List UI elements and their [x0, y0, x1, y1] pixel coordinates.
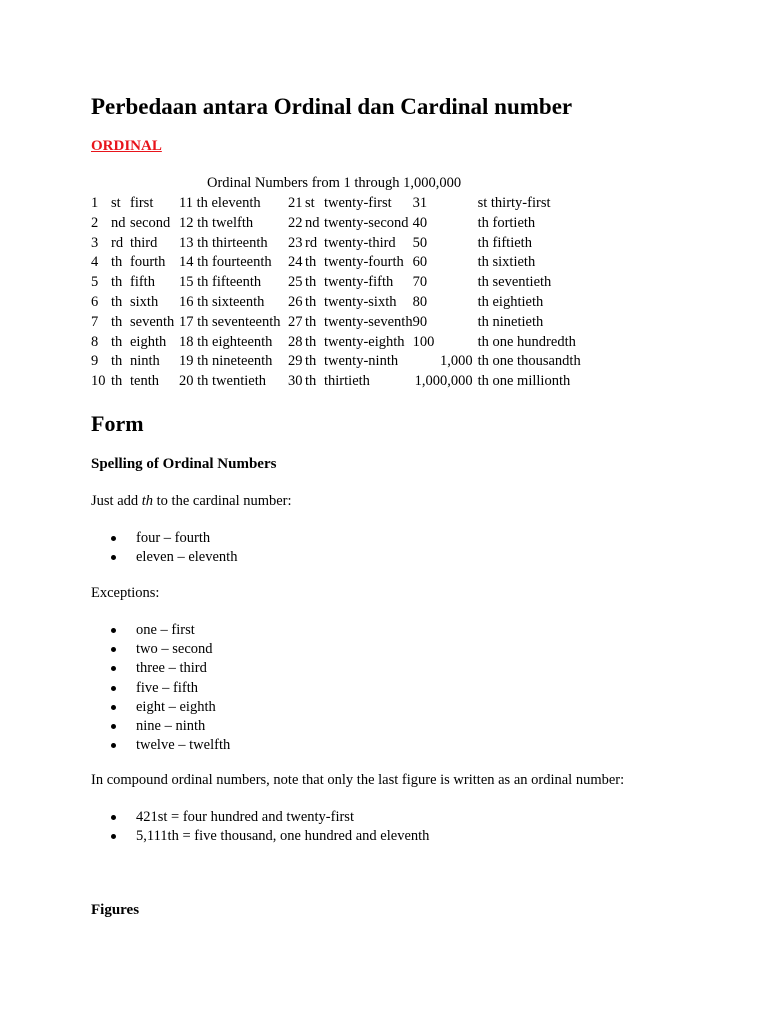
just-add-before: Just add — [91, 493, 142, 509]
list-item-text: eleven – eleventh — [136, 549, 238, 566]
table-cell-suffix: th — [305, 293, 317, 310]
list-item-text: eight – eighth — [136, 698, 216, 715]
table-row — [91, 333, 598, 353]
table-cell-word: twenty-first — [324, 195, 392, 211]
table-cell-suffix: th — [111, 333, 123, 350]
table-cell-group-2: 15 th fifteenth — [179, 274, 262, 291]
list-item-text: twelve – twelfth — [136, 737, 231, 754]
table-cell-group-2: 19 th nineteenth — [179, 353, 273, 370]
list-item-text: nine – ninth — [136, 717, 206, 734]
table-cell-word: tenth — [130, 373, 159, 390]
table-row — [91, 273, 598, 293]
table-cell-number: 100 — [412, 333, 435, 350]
table-cell-suffix: rd — [305, 234, 318, 251]
table-cell-suffix: th — [305, 274, 317, 291]
table-cell-word: eighth — [130, 333, 167, 350]
table-cell-suffix: th — [305, 313, 317, 330]
table-cell-group-2: 20 th twentieth — [179, 373, 266, 390]
table-cell-number: 4 — [91, 254, 99, 271]
table-cell-number: 6 — [91, 293, 99, 310]
table-cell-suffix: th — [111, 313, 123, 330]
table-cell-number: 27 — [288, 313, 303, 330]
ordinal-heading: ORDINAL — [91, 138, 162, 154]
table-cell-number: 21 — [288, 195, 303, 211]
table-cell-word: fourth — [130, 254, 166, 271]
list-item — [91, 827, 429, 846]
table-cell-group-2: 13 th thirteenth — [179, 234, 268, 251]
table-cell-number: 1,000 — [439, 353, 473, 370]
table-cell-number: 23 — [288, 234, 303, 251]
table-cell-group-2: 11 th eleventh — [179, 195, 261, 211]
table-cell-word: seventh — [130, 313, 175, 330]
table-row — [91, 234, 598, 254]
table-cell-suffix: st — [111, 195, 121, 211]
table-cell-group-2: 17 th seventeenth — [179, 313, 281, 330]
spelling-heading: Spelling of Ordinal Numbers — [91, 456, 277, 472]
table-cell-word: second — [130, 214, 171, 231]
table-row — [91, 214, 598, 234]
table-cell-number: 80 — [412, 293, 428, 310]
table-row — [91, 253, 598, 273]
table-cell-number: 31 — [412, 195, 428, 211]
bullet-icon — [111, 834, 116, 839]
list-item — [91, 679, 230, 698]
table-cell-group-2: 18 th eighteenth — [179, 333, 273, 350]
table-cell-suffix: st — [305, 195, 315, 211]
table-cell-ordinal: th fiftieth — [477, 234, 532, 251]
bullet-icon — [111, 724, 116, 729]
list-item-text: 421st = four hundred and twenty-first — [136, 809, 354, 825]
table-cell-number: 25 — [288, 274, 303, 291]
table-cell-ordinal: th fortieth — [477, 214, 536, 231]
table-cell-suffix: rd — [111, 234, 124, 251]
table-cell-suffix: th — [111, 373, 123, 390]
bullet-icon — [111, 815, 116, 820]
list-item-text: five – fifth — [136, 679, 199, 696]
regular-examples-list — [91, 529, 237, 567]
table-cell-word: third — [130, 234, 158, 251]
table-cell-number: 60 — [412, 254, 428, 271]
table-cell-word: sixth — [130, 293, 159, 310]
table-cell-ordinal: th one hundredth — [477, 333, 576, 350]
table-cell-number: 3 — [91, 234, 99, 251]
table-cell-number: 50 — [412, 234, 428, 251]
list-item-text: three – third — [136, 660, 207, 677]
just-add-text — [91, 493, 292, 510]
list-item — [91, 808, 429, 827]
table-cell-suffix: th — [111, 353, 123, 370]
table-cell-number: 22 — [288, 214, 303, 231]
table-cell-number: 70 — [412, 274, 428, 291]
table-row — [91, 313, 598, 333]
table-cell-ordinal: th eightieth — [477, 293, 544, 310]
compound-note: In compound ordinal numbers, note that only the last figure is written as an ordinal number: — [91, 772, 625, 788]
table-cell-group-2: 16 th sixteenth — [179, 293, 265, 310]
table-cell-word: thirtieth — [324, 373, 370, 390]
table-cell-suffix: th — [305, 373, 317, 390]
table-cell-ordinal: th seventieth — [477, 274, 552, 291]
table-cell-word: twenty-sixth — [324, 293, 397, 310]
table-cell-word: twenty-fourth — [324, 254, 404, 271]
bullet-icon — [111, 647, 116, 652]
figures-heading: Figures — [91, 902, 140, 918]
table-cell-ordinal: th ninetieth — [477, 313, 544, 330]
form-heading: Form — [91, 411, 144, 436]
table-cell-number: 10 — [91, 373, 106, 390]
exceptions-label: Exceptions: — [91, 585, 160, 601]
table-cell-suffix: th — [111, 274, 123, 291]
table-row — [91, 194, 598, 214]
table-cell-number: 5 — [91, 274, 99, 291]
bullet-icon — [111, 536, 116, 541]
bullet-icon — [111, 705, 116, 710]
list-item — [91, 529, 237, 548]
table-cell-group-2: 14 th fourteenth — [179, 254, 272, 271]
list-item — [91, 621, 230, 640]
table-cell-word: ninth — [130, 353, 160, 370]
list-item — [91, 659, 230, 678]
list-item-text: one – first — [136, 622, 195, 638]
table-cell-word: twenty-second — [324, 214, 409, 231]
table-cell-number: 30 — [288, 373, 303, 390]
table-cell-word: first — [130, 195, 154, 211]
bullet-icon — [111, 686, 116, 691]
list-item — [91, 717, 230, 736]
table-cell-word: twenty-third — [324, 234, 396, 251]
table-cell-suffix: th — [305, 254, 317, 271]
list-item-text: four – fourth — [136, 530, 211, 546]
bullet-icon — [111, 628, 116, 633]
table-cell-word: twenty-fifth — [324, 274, 394, 291]
table-cell-word: twenty-seventh — [324, 313, 413, 330]
table-cell-number: 2 — [91, 214, 99, 231]
table-cell-ordinal: th one millionth — [477, 373, 571, 390]
table-cell-suffix: th — [305, 353, 317, 370]
table-cell-number: 90 — [412, 313, 428, 330]
bullet-icon — [111, 666, 116, 671]
list-item — [91, 736, 230, 755]
table-cell-number: 29 — [288, 353, 303, 370]
table-caption: Ordinal Numbers from 1 through 1,000,000 — [207, 175, 462, 191]
table-cell-word: twenty-eighth — [324, 333, 405, 350]
just-add-after: to the cardinal number: — [153, 493, 292, 509]
table-cell-number: 24 — [288, 254, 303, 271]
table-row — [91, 352, 598, 372]
table-cell-word: twenty-ninth — [324, 353, 399, 370]
page-title: Perbedaan antara Ordinal dan Cardinal number — [91, 94, 573, 119]
list-item — [91, 698, 230, 717]
table-cell-group-2: 12 th twelfth — [179, 214, 254, 231]
bullet-icon — [111, 555, 116, 560]
table-cell-ordinal: th one thousandth — [477, 353, 581, 370]
list-item-text: two – second — [136, 641, 213, 658]
table-cell-suffix: th — [111, 254, 123, 271]
table-cell-suffix: th — [111, 293, 123, 310]
compound-examples-list — [91, 808, 429, 846]
table-cell-ordinal: th sixtieth — [477, 254, 536, 271]
exceptions-list — [91, 621, 230, 755]
ordinal-table — [91, 194, 598, 392]
table-cell-suffix: nd — [111, 214, 126, 231]
list-item-text: 5,111th = five thousand, one hundred and eleventh — [136, 828, 430, 845]
table-row — [91, 372, 598, 392]
list-item — [91, 640, 230, 659]
table-cell-number: 9 — [91, 353, 99, 370]
table-cell-number: 7 — [91, 313, 99, 330]
table-cell-number: 40 — [412, 214, 428, 231]
table-cell-number: 28 — [288, 333, 303, 350]
table-cell-number: 26 — [288, 293, 303, 310]
table-cell-suffix: nd — [305, 214, 320, 231]
table-cell-ordinal: st thirty-first — [477, 195, 551, 211]
list-item — [91, 548, 237, 567]
just-add-emphasis: th — [141, 493, 154, 509]
table-cell-suffix: th — [305, 333, 317, 350]
table-cell-word: fifth — [130, 274, 155, 291]
bullet-icon — [111, 743, 116, 748]
table-cell-number: 1,000,000 — [414, 373, 473, 390]
table-cell-number: 1 — [91, 195, 99, 211]
table-cell-number: 8 — [91, 333, 99, 350]
table-row — [91, 293, 598, 313]
